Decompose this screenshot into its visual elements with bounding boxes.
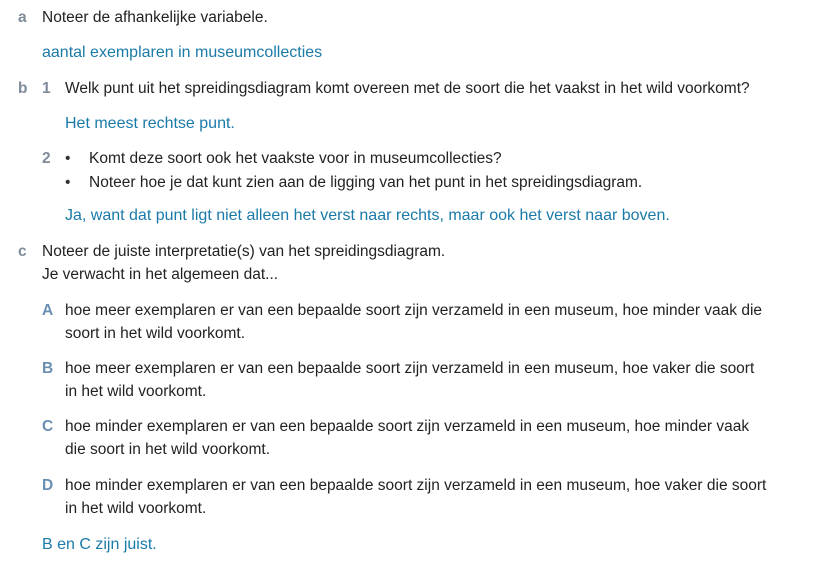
option-b-line1: hoe meer exemplaren er van een bepaalde soort zijn verzameld in een museum, hoe vaker die soort: [65, 360, 755, 377]
bullet-icon: •: [65, 174, 71, 191]
question-b2-bullet-1: Komt deze soort ook het vaakste voor in museumcollecties?: [89, 150, 502, 167]
question-b1-prompt: Welk punt uit het spreidingsdiagram komt overeen met de soort die het vaakst in het wild voorkomt?: [65, 80, 750, 97]
question-b1-number: 1: [42, 80, 51, 97]
question-b1-answer: Het meest rechtse punt.: [65, 115, 235, 132]
option-c-letter: C: [42, 418, 54, 435]
question-b-label: b: [18, 80, 28, 97]
option-c-line1: hoe minder exemplaren er van een bepaalde soort zijn verzameld in een museum, hoe minder vaak: [65, 418, 750, 435]
question-b2-number: 2: [42, 150, 51, 167]
bullet-icon: •: [65, 150, 71, 167]
question-b2-bullet-2: Noteer hoe je dat kunt zien aan de ligging van het punt in het spreidingsdiagram.: [89, 174, 643, 191]
question-c-prompt-line1: Noteer de juiste interpretatie(s) van het spreidingsdiagram.: [42, 243, 446, 260]
question-c-answer: B en C zijn juist.: [42, 536, 157, 553]
question-b2-answer: Ja, want dat punt ligt niet alleen het verst naar rechts, maar ook het verst naar boven.: [65, 207, 670, 224]
question-a-prompt: Noteer de afhankelijke variabele.: [42, 9, 268, 26]
option-d-line1: hoe minder exemplaren er van een bepaalde soort zijn verzameld in een museum, hoe vaker die soort: [65, 477, 767, 494]
option-b-letter: B: [42, 360, 54, 377]
question-a-label: a: [18, 9, 27, 26]
option-a-line1: hoe meer exemplaren er van een bepaalde soort zijn verzameld in een museum, hoe minder vaak die: [65, 302, 763, 319]
option-d-letter: D: [42, 477, 54, 494]
question-c-prompt-line2: Je verwacht in het algemeen dat...: [42, 266, 279, 283]
option-a-letter: A: [42, 302, 54, 319]
option-a-line2: soort in het wild voorkomt.: [65, 325, 246, 342]
option-c-line2: die soort in het wild voorkomt.: [65, 441, 271, 458]
option-b-line2: in het wild voorkomt.: [65, 383, 207, 400]
option-d-line2: in het wild voorkomt.: [65, 500, 207, 517]
question-c-label: c: [18, 243, 27, 260]
question-a-answer: aantal exemplaren in museumcollecties: [42, 44, 323, 61]
